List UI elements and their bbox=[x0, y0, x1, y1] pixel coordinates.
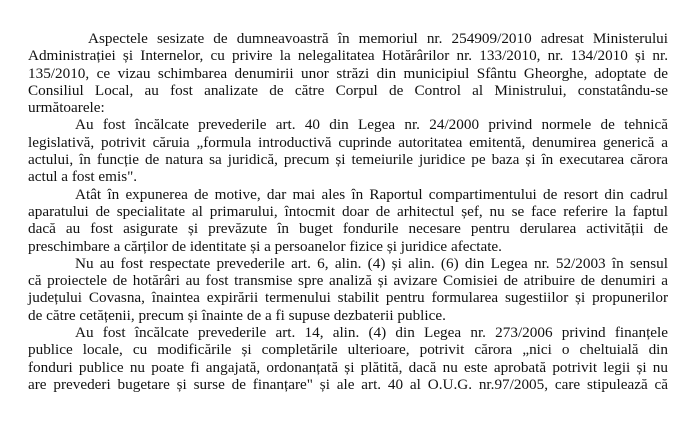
paragraph-art40 bbox=[28, 116, 668, 185]
text-line: dacă au fost asigurate și prevăzute în buget fondurile necesare pentru derularea activității de bbox=[28, 220, 668, 238]
text-line: are prevederi bugetare și surse de finanțare" și ale art. 40 al O.U.G. nr.97/2005, care stipulează că bbox=[28, 375, 668, 393]
letter-body bbox=[28, 30, 668, 393]
text-line: Administrației și Internelor, cu privire la nelegalitatea Hotărârilor nr. 133/2010, nr. 134/2010 și nr. bbox=[28, 47, 668, 65]
text-line: preschimbare a cărților de identitate și a persoanelor fizice și juridice afectate. bbox=[28, 237, 502, 255]
text-line: fonduri publice nu poate fi angajată, ordonanțată și plătită, dacă nu este aprobată potrivit legii și nu bbox=[28, 358, 668, 376]
text-line: legislativă, potrivit căruia „formula introductivă cuprinde autoritatea emitentă, denumirea generică a bbox=[28, 133, 668, 151]
text-line: următoarele: bbox=[28, 99, 105, 117]
text-line: Aspectele sesizate de dumneavoastră în memoriul nr. 254909/2010 adresat Ministerului bbox=[88, 30, 668, 47]
text-line: județului Covasna, înaintea expirării termenului stabilit pentru formularea sugestiilor și propunerilor bbox=[28, 289, 668, 307]
text-line: 135/2010, ce vizau schimbarea denumirii unor străzi din municipiul Sfântu Gheorghe, adoptate de bbox=[28, 64, 668, 82]
text-line: Atât în expunerea de motive, dar mai ales în Raportul compartimentului de resort din cadrul bbox=[75, 185, 668, 203]
paragraph-law52 bbox=[28, 255, 668, 324]
text-line: Consiliul Local, au fost analizate de către Corpul de Control al Ministrului, constatându-se bbox=[28, 81, 668, 99]
text-line: actului, în funcție de natura sa juridică, precum și temeiurile juridice pe baza și în executarea cărora bbox=[28, 151, 668, 169]
text-line: actul a fost emis". bbox=[28, 168, 138, 186]
text-line: aparatului de specialitate al primarului, întocmit doar de arhitectul șef, nu se face referire la faptul bbox=[28, 202, 668, 220]
paragraph-law273 bbox=[28, 324, 668, 393]
cut-off-header-line bbox=[0, 0, 700, 5]
text-line: Au fost încălcate prevederile art. 40 din Legea nr. 24/2000 privind normele de tehnică bbox=[75, 116, 668, 134]
text-line: Nu au fost respectate prevederile art. 6, alin. (4) și alin. (6) din Legea nr. 52/2003 în sensul bbox=[75, 254, 668, 272]
text-line: Au fost încălcate prevederile art. 14, alin. (4) din Legea nr. 273/2006 privind finanțele bbox=[75, 324, 668, 342]
text-line: publice locale, cu modificările și completările ulterioare, potrivit cărora „nici o cheltuială din bbox=[28, 341, 668, 359]
text-line: că proiectele de hotărâri au fost transmise spre analiză și avizare Comisiei de atribuire de denumiri a bbox=[28, 272, 668, 290]
paragraph-intro bbox=[28, 30, 668, 116]
paragraph-motives bbox=[28, 186, 668, 255]
text-line: de către cetățenii, precum și înainte de a fi supuse dezbaterii publice. bbox=[28, 306, 446, 324]
